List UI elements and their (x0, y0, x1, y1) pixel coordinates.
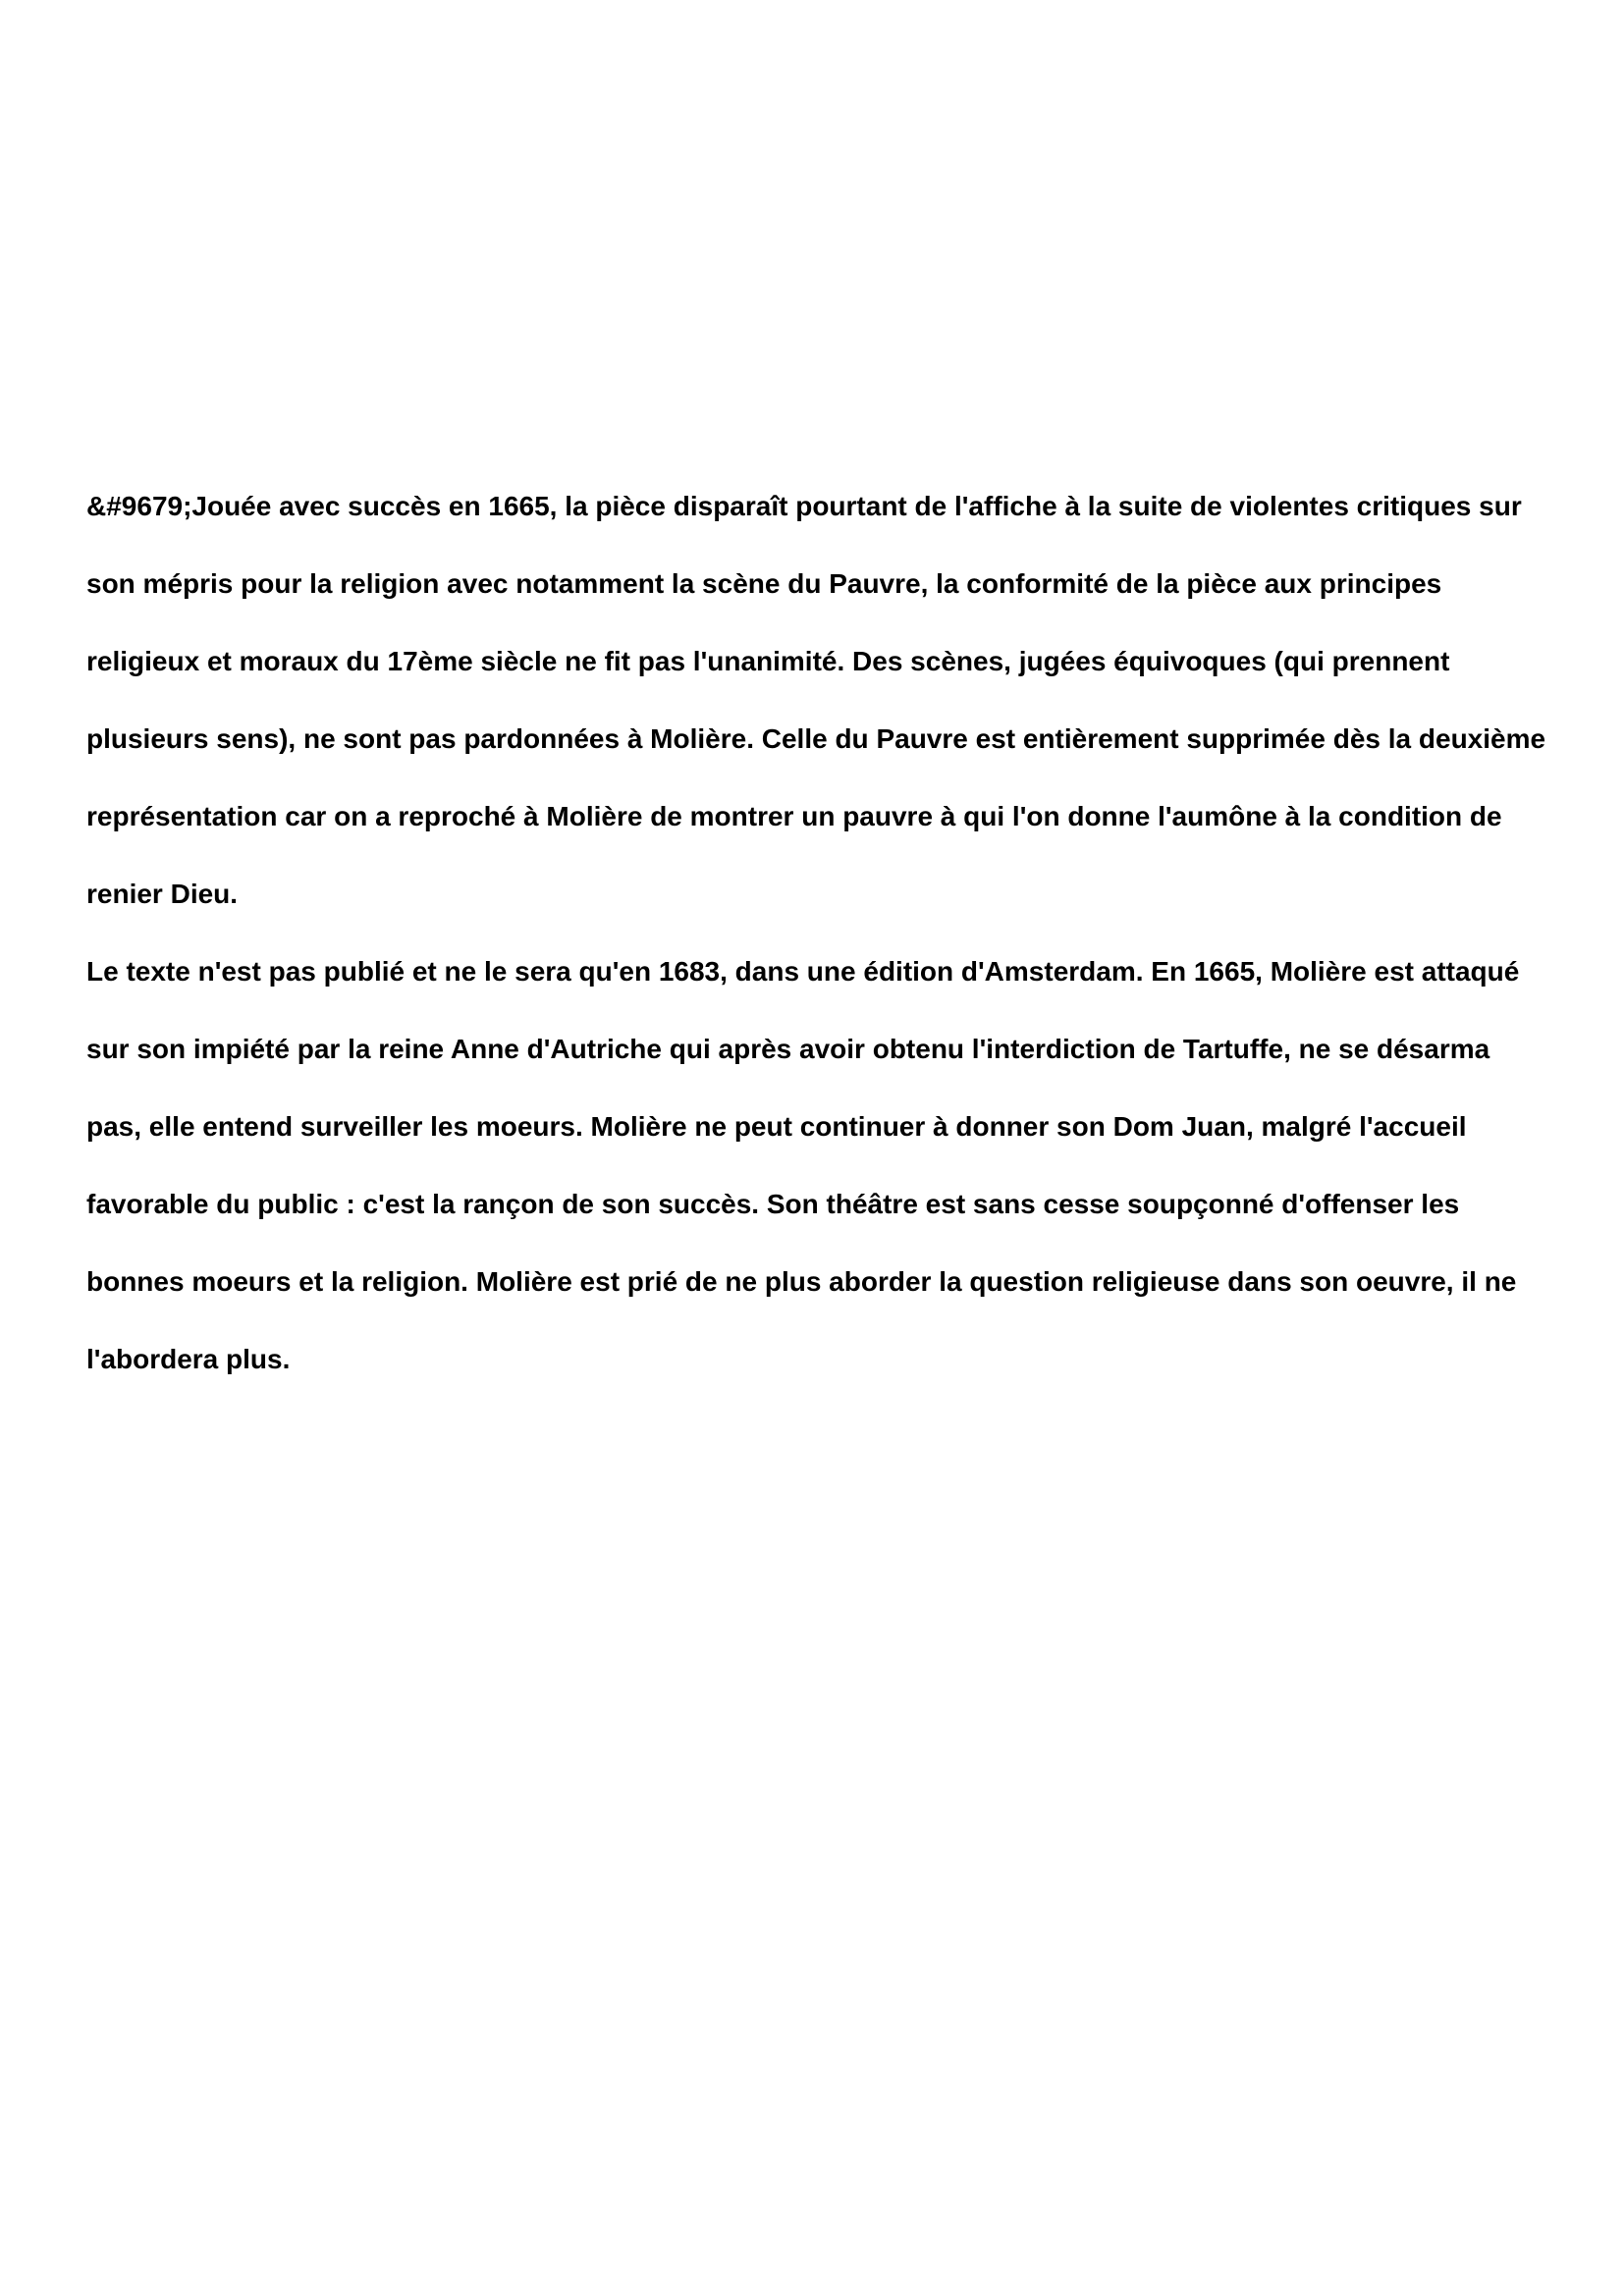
text-line: plusieurs sens), ne sont pas pardonnées à Molière. Celle du Pauvre est entièrement supprimée dès la deuxième (86, 723, 1546, 754)
body-text (86, 475, 1559, 1406)
text-line: sur son impiété par la reine Anne d'Autriche qui après avoir obtenu l'interdiction de Tartuffe, ne se désarma (86, 1034, 1490, 1064)
text-line: renier Dieu. (86, 879, 239, 909)
text-line: religieux et moraux du 17ème siècle ne fit pas l'unanimité. Des scènes, jugées équivoques (qui prennent (86, 646, 1450, 676)
text-line: son mépris pour la religion avec notamment la scène du Pauvre, la conformité de la pièce aux principes (86, 568, 1442, 599)
text-line: représentation car on a reproché à Molière de montrer un pauvre à qui l'on donne l'aumône à la condition de (86, 801, 1502, 831)
text-line: l'abordera plus. (86, 1344, 291, 1374)
text-line: bonnes moeurs et la religion. Molière est prié de ne plus aborder la question religieuse dans son oeuvre, il ne (86, 1266, 1517, 1297)
text-line: Le texte n'est pas publié et ne le sera qu'en 1683, dans une édition d'Amsterdam. En 1665, Molière est attaqué (86, 956, 1520, 987)
text-line: &#9679;Jouée avec succès en 1665, la pièce disparaît pourtant de l'affiche à la suite de violentes critiques sur (86, 491, 1522, 521)
text-line: favorable du public : c'est la rançon de son succès. Son théâtre est sans cesse soupçonné d'offenser les (86, 1189, 1460, 1219)
text-line: pas, elle entend surveiller les moeurs. Molière ne peut continuer à donner son Dom Juan, malgré l'accueil (86, 1111, 1467, 1142)
